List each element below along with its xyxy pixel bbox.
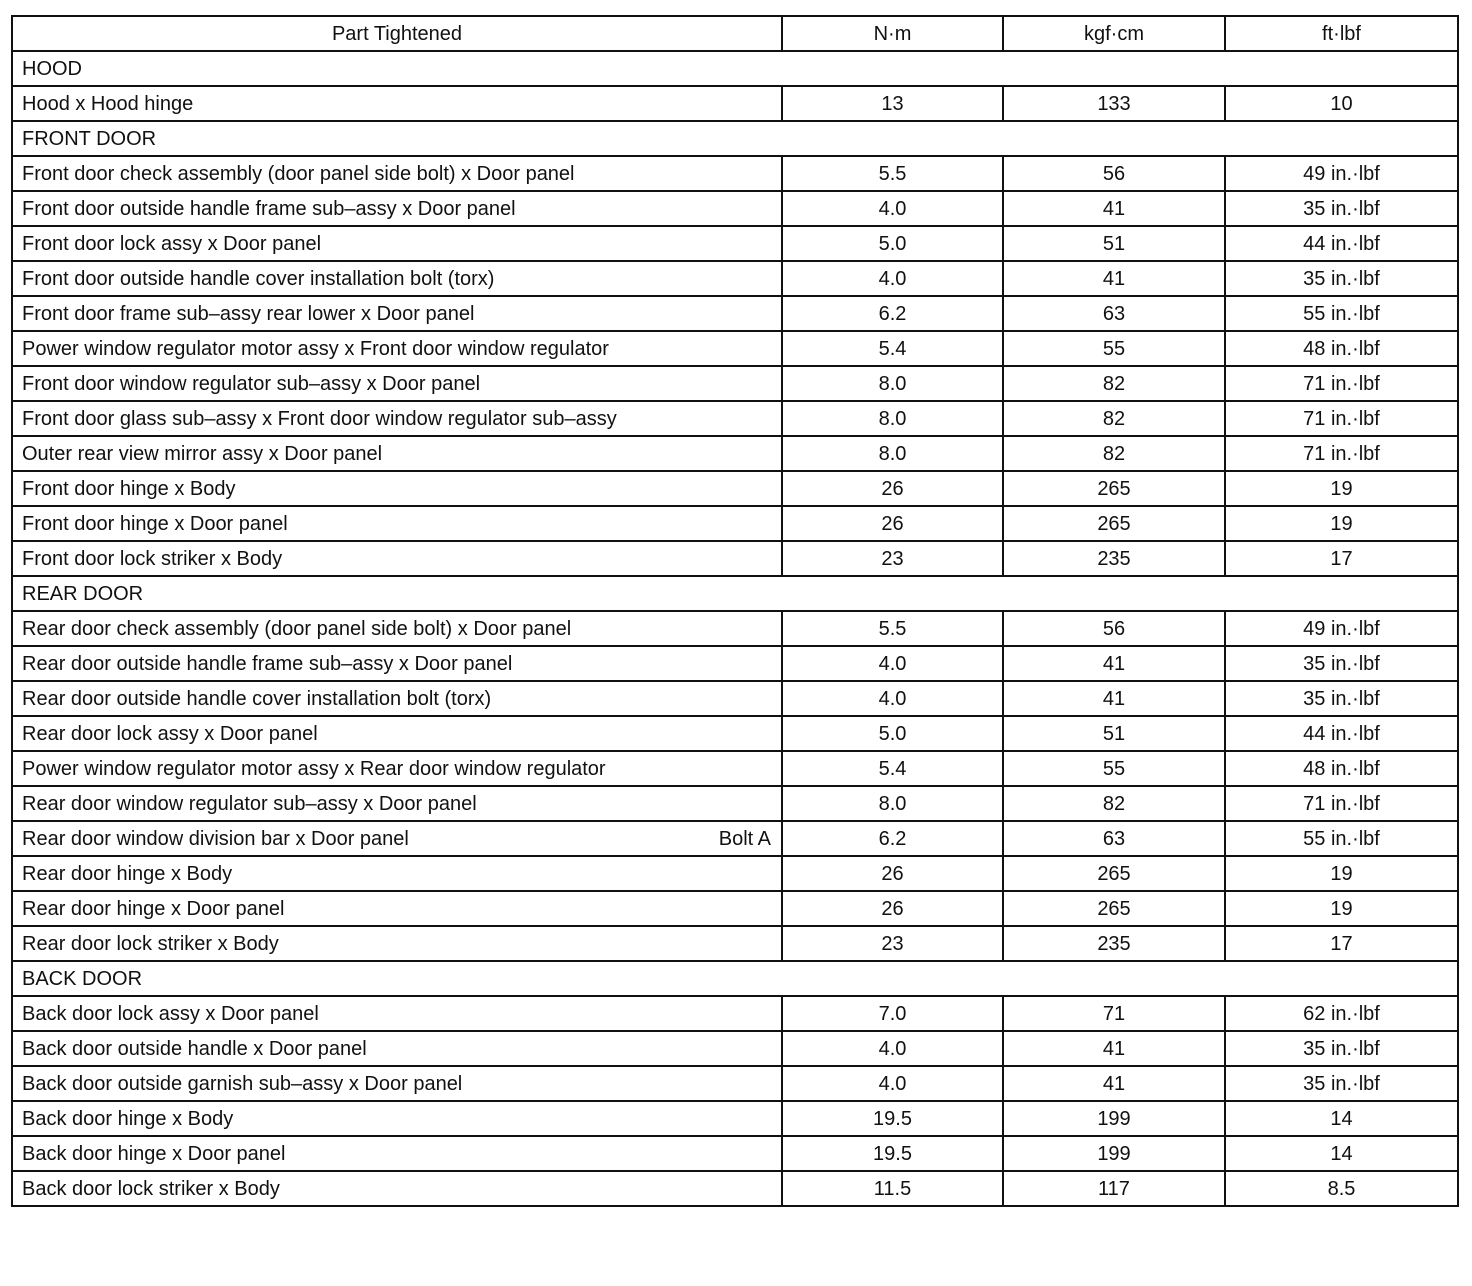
table-row: [12, 1171, 1458, 1206]
table-row: [12, 1101, 1458, 1136]
section-title: BACK DOOR: [12, 961, 1458, 996]
table-row: [12, 891, 1458, 926]
part-cell: Front door hinge x Door panel: [12, 506, 782, 541]
ft-lbf-value: 35 in.·lbf: [1225, 1066, 1458, 1101]
nm-value: 8.0: [782, 401, 1003, 436]
torque-specification-table: [11, 15, 1459, 1207]
part-cell: Front door glass sub–assy x Front door window regulator sub–assy: [12, 401, 782, 436]
part-cell: Back door lock striker x Body: [12, 1171, 782, 1206]
nm-value: 5.4: [782, 331, 1003, 366]
nm-value: 26: [782, 891, 1003, 926]
part-cell: Front door lock striker x Body: [12, 541, 782, 576]
part-cell: Rear door hinge x Body: [12, 856, 782, 891]
table-row: [12, 926, 1458, 961]
table-row: [12, 716, 1458, 751]
nm-value: 4.0: [782, 1031, 1003, 1066]
section-row: [12, 121, 1458, 156]
part-cell: Rear door window regulator sub–assy x Door panel: [12, 786, 782, 821]
table-row: [12, 296, 1458, 331]
kgf-cm-value: 82: [1003, 401, 1225, 436]
part-cell: [12, 821, 782, 856]
ft-lbf-value: 35 in.·lbf: [1225, 261, 1458, 296]
nm-value: 13: [782, 86, 1003, 121]
ft-lbf-value: 44 in.·lbf: [1225, 716, 1458, 751]
nm-value: 8.0: [782, 436, 1003, 471]
kgf-cm-value: 63: [1003, 296, 1225, 331]
table-row: [12, 1031, 1458, 1066]
nm-value: 23: [782, 541, 1003, 576]
ft-lbf-value: 19: [1225, 471, 1458, 506]
part-cell: Hood x Hood hinge: [12, 86, 782, 121]
ft-lbf-value: 19: [1225, 856, 1458, 891]
part-cell: Front door outside handle frame sub–assy x Door panel: [12, 191, 782, 226]
kgf-cm-value: 235: [1003, 926, 1225, 961]
nm-value: 5.0: [782, 226, 1003, 261]
kgf-cm-value: 41: [1003, 261, 1225, 296]
header-newton-meter: N·m: [782, 16, 1003, 51]
nm-value: 26: [782, 471, 1003, 506]
part-cell: Front door lock assy x Door panel: [12, 226, 782, 261]
ft-lbf-value: 35 in.·lbf: [1225, 646, 1458, 681]
table-row: [12, 646, 1458, 681]
kgf-cm-value: 55: [1003, 331, 1225, 366]
part-cell: Rear door lock striker x Body: [12, 926, 782, 961]
part-cell: Power window regulator motor assy x Rear door window regulator: [12, 751, 782, 786]
nm-value: 7.0: [782, 996, 1003, 1031]
part-cell: Back door outside handle x Door panel: [12, 1031, 782, 1066]
kgf-cm-value: 82: [1003, 366, 1225, 401]
ft-lbf-value: 14: [1225, 1101, 1458, 1136]
table-row: [12, 1066, 1458, 1101]
part-cell: Back door outside garnish sub–assy x Door panel: [12, 1066, 782, 1101]
part-cell: Rear door outside handle frame sub–assy x Door panel: [12, 646, 782, 681]
nm-value: 5.0: [782, 716, 1003, 751]
ft-lbf-value: 55 in.·lbf: [1225, 821, 1458, 856]
table-row: [12, 751, 1458, 786]
nm-value: 5.5: [782, 156, 1003, 191]
table-row: [12, 261, 1458, 296]
section-row: [12, 961, 1458, 996]
table-row: [12, 996, 1458, 1031]
table-row: [12, 86, 1458, 121]
part-cell: Rear door outside handle cover installation bolt (torx): [12, 681, 782, 716]
ft-lbf-value: 62 in.·lbf: [1225, 996, 1458, 1031]
ft-lbf-value: 19: [1225, 506, 1458, 541]
kgf-cm-value: 41: [1003, 1031, 1225, 1066]
kgf-cm-value: 41: [1003, 1066, 1225, 1101]
table-row: [12, 541, 1458, 576]
kgf-cm-value: 265: [1003, 856, 1225, 891]
ft-lbf-value: 17: [1225, 541, 1458, 576]
section-row: [12, 51, 1458, 86]
kgf-cm-value: 56: [1003, 611, 1225, 646]
table-body: [12, 51, 1458, 1206]
ft-lbf-value: 10: [1225, 86, 1458, 121]
table-row: [12, 401, 1458, 436]
kgf-cm-value: 235: [1003, 541, 1225, 576]
nm-value: 23: [782, 926, 1003, 961]
ft-lbf-value: 49 in.·lbf: [1225, 156, 1458, 191]
kgf-cm-value: 63: [1003, 821, 1225, 856]
nm-value: 4.0: [782, 191, 1003, 226]
kgf-cm-value: 41: [1003, 681, 1225, 716]
kgf-cm-value: 51: [1003, 716, 1225, 751]
nm-value: 19.5: [782, 1136, 1003, 1171]
table-row: [12, 191, 1458, 226]
ft-lbf-value: 35 in.·lbf: [1225, 191, 1458, 226]
table-row: [12, 226, 1458, 261]
part-cell-content: [22, 829, 771, 849]
header-kgf-cm: kgf·cm: [1003, 16, 1225, 51]
kgf-cm-value: 41: [1003, 646, 1225, 681]
table-row: [12, 611, 1458, 646]
nm-value: 6.2: [782, 821, 1003, 856]
nm-value: 8.0: [782, 366, 1003, 401]
part-cell: Back door hinge x Door panel: [12, 1136, 782, 1171]
part-name: Rear door window division bar x Door panel: [22, 827, 409, 850]
part-cell: Front door frame sub–assy rear lower x Door panel: [12, 296, 782, 331]
section-title: HOOD: [12, 51, 1458, 86]
table-row: [12, 786, 1458, 821]
ft-lbf-value: 35 in.·lbf: [1225, 681, 1458, 716]
header-row: [12, 16, 1458, 51]
table-row: [12, 506, 1458, 541]
ft-lbf-value: 48 in.·lbf: [1225, 331, 1458, 366]
part-cell: Outer rear view mirror assy x Door panel: [12, 436, 782, 471]
table-row: [12, 471, 1458, 506]
part-cell: Front door hinge x Body: [12, 471, 782, 506]
kgf-cm-value: 51: [1003, 226, 1225, 261]
ft-lbf-value: 35 in.·lbf: [1225, 1031, 1458, 1066]
kgf-cm-value: 56: [1003, 156, 1225, 191]
kgf-cm-value: 199: [1003, 1136, 1225, 1171]
bolt-note: Bolt A: [718, 827, 771, 850]
ft-lbf-value: 55 in.·lbf: [1225, 296, 1458, 331]
nm-value: 5.4: [782, 751, 1003, 786]
kgf-cm-value: 265: [1003, 506, 1225, 541]
ft-lbf-value: 17: [1225, 926, 1458, 961]
nm-value: 5.5: [782, 611, 1003, 646]
nm-value: 8.0: [782, 786, 1003, 821]
table-row: [12, 821, 1458, 856]
kgf-cm-value: 82: [1003, 786, 1225, 821]
ft-lbf-value: 44 in.·lbf: [1225, 226, 1458, 261]
part-cell: Power window regulator motor assy x Front door window regulator: [12, 331, 782, 366]
part-cell: Rear door check assembly (door panel side bolt) x Door panel: [12, 611, 782, 646]
kgf-cm-value: 82: [1003, 436, 1225, 471]
table-row: [12, 156, 1458, 191]
table-header: [12, 16, 1458, 51]
part-cell: Front door window regulator sub–assy x Door panel: [12, 366, 782, 401]
nm-value: 6.2: [782, 296, 1003, 331]
kgf-cm-value: 117: [1003, 1171, 1225, 1206]
ft-lbf-value: 71 in.·lbf: [1225, 786, 1458, 821]
nm-value: 4.0: [782, 681, 1003, 716]
ft-lbf-value: 19: [1225, 891, 1458, 926]
ft-lbf-value: 14: [1225, 1136, 1458, 1171]
table-row: [12, 1136, 1458, 1171]
part-cell: Back door lock assy x Door panel: [12, 996, 782, 1031]
kgf-cm-value: 265: [1003, 471, 1225, 506]
part-cell: Rear door hinge x Door panel: [12, 891, 782, 926]
table-row: [12, 681, 1458, 716]
ft-lbf-value: 71 in.·lbf: [1225, 436, 1458, 471]
nm-value: 4.0: [782, 261, 1003, 296]
kgf-cm-value: 41: [1003, 191, 1225, 226]
nm-value: 4.0: [782, 1066, 1003, 1101]
part-cell: Rear door lock assy x Door panel: [12, 716, 782, 751]
table-row: [12, 331, 1458, 366]
part-cell: Front door outside handle cover installation bolt (torx): [12, 261, 782, 296]
table-row: [12, 366, 1458, 401]
ft-lbf-value: 71 in.·lbf: [1225, 366, 1458, 401]
table-row: [12, 436, 1458, 471]
header-ft-lbf: ft·lbf: [1225, 16, 1458, 51]
header-part-tightened: Part Tightened: [12, 16, 782, 51]
part-cell: Front door check assembly (door panel side bolt) x Door panel: [12, 156, 782, 191]
ft-lbf-value: 48 in.·lbf: [1225, 751, 1458, 786]
ft-lbf-value: 49 in.·lbf: [1225, 611, 1458, 646]
nm-value: 11.5: [782, 1171, 1003, 1206]
part-cell: Back door hinge x Body: [12, 1101, 782, 1136]
kgf-cm-value: 265: [1003, 891, 1225, 926]
kgf-cm-value: 71: [1003, 996, 1225, 1031]
kgf-cm-value: 199: [1003, 1101, 1225, 1136]
section-title: FRONT DOOR: [12, 121, 1458, 156]
section-row: [12, 576, 1458, 611]
ft-lbf-value: 8.5: [1225, 1171, 1458, 1206]
nm-value: 4.0: [782, 646, 1003, 681]
ft-lbf-value: 71 in.·lbf: [1225, 401, 1458, 436]
table-row: [12, 856, 1458, 891]
nm-value: 26: [782, 856, 1003, 891]
section-title: REAR DOOR: [12, 576, 1458, 611]
kgf-cm-value: 133: [1003, 86, 1225, 121]
nm-value: 26: [782, 506, 1003, 541]
kgf-cm-value: 55: [1003, 751, 1225, 786]
nm-value: 19.5: [782, 1101, 1003, 1136]
